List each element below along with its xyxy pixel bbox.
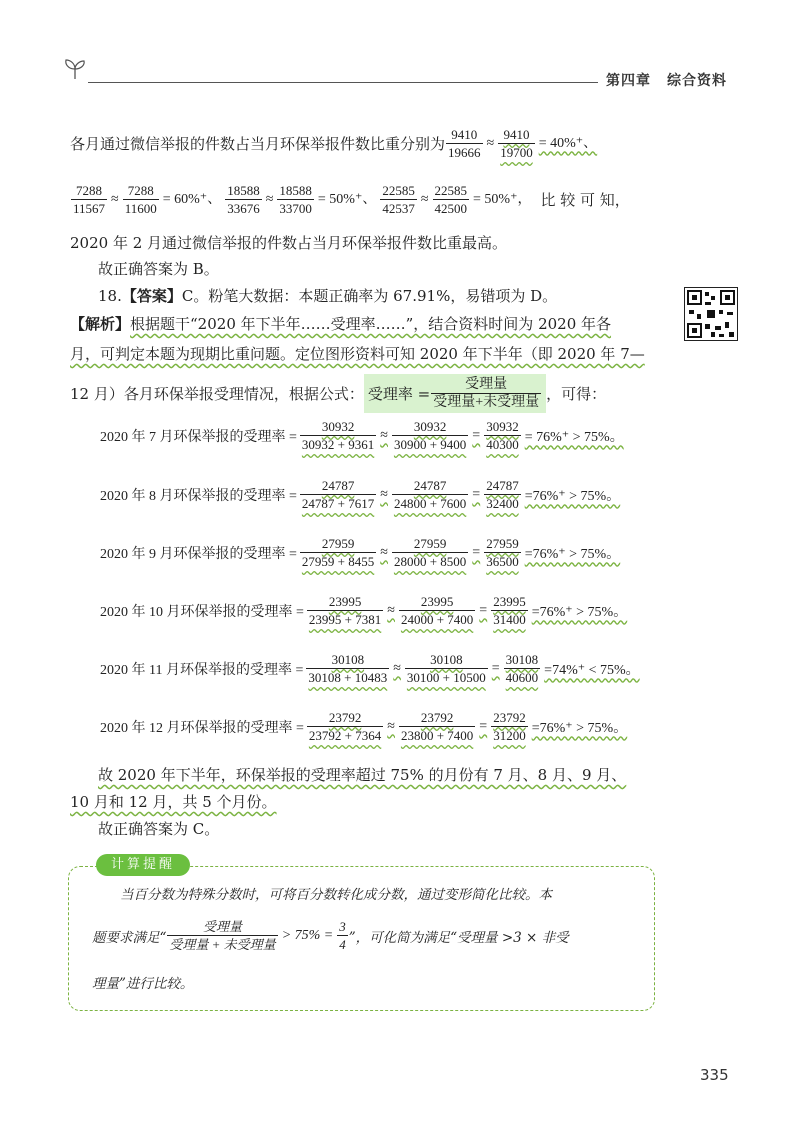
calc-label: 2020 年 11 月环保举报的受理率 =: [100, 662, 304, 678]
header-rule: [88, 82, 598, 83]
fraction: $\frac{30108}{30100 + 10500}$: [406, 652, 486, 685]
formula-lhs: 受理率 =: [367, 384, 431, 403]
answer-text: C。粉笔大数据：本题正确率为 67.91%，易错项为 D。: [181, 287, 558, 305]
fraction: $\frac{18588}{33676}$: [227, 183, 260, 216]
approx-symbol: ≈: [486, 135, 495, 151]
result-text: = 40%⁺、: [538, 135, 598, 151]
fraction: $\frac{30108}{30108 + 10483}$: [308, 652, 388, 685]
calc-row: 2020 年 12 月环保举报的受理率 = $\frac{23792}{23792 + 7364}$ ≈ $\frac{23792}{23800 + 7400}$ = $\frac{23792}{31200}$ =76%⁺ > 75%。: [100, 710, 628, 743]
analysis-text: ，可得：: [546, 384, 607, 403]
chapter-title: 综合资料: [667, 73, 727, 89]
calc-label: 2020 年 10 月环保举报的受理率 =: [100, 604, 304, 620]
fraction: $\frac{30932}{30932 + 9361}$: [301, 419, 375, 452]
result-text: = 50%⁺、: [317, 191, 377, 207]
tip-tag: 计算提醒: [96, 854, 190, 876]
fraction: $\frac{27959}{28000 + 8500}$: [393, 536, 467, 569]
calc-label: 2020 年 9 月环保举报的受理率 =: [100, 546, 297, 562]
calc-result: =76%⁺ > 75%。: [524, 488, 621, 504]
analysis-line-1: [70, 314, 611, 334]
intro-text: 各月通过微信举报的件数占当月环保举报件数比重分别为: [70, 134, 446, 153]
sprout-icon: [62, 58, 88, 80]
fraction: $\frac{7288}{11600}$: [124, 183, 157, 216]
fraction: $\frac{9410}{19666}$: [448, 127, 481, 160]
fraction: $\frac{24787}{24800 + 7600}$: [393, 478, 467, 511]
calc-result: =74%⁺ < 75%。: [544, 662, 640, 678]
fraction: $\frac{30108}{40600}$: [505, 652, 539, 685]
fraction: $\frac{23995}{31400}$: [493, 594, 526, 627]
calc-label: 2020 年 12 月环保举报的受理率 =: [100, 720, 304, 736]
fraction: $\frac{27959}{27959 + 8455}$: [301, 536, 375, 569]
tip-line-1: 当百分数为特殊分数时，可将百分数转化成分数，通过变形简化比较。本: [120, 887, 552, 903]
analysis-line-2: 月，可判定本题为现期比重问题。定位图形资料可知 2020 年下半年（即 2020 年 7—: [70, 345, 645, 363]
fraction: $\frac{7288}{11567}$: [73, 183, 106, 216]
fraction: $\frac{22585}{42500}$: [434, 183, 468, 216]
fraction: $\frac{30932}{40300}$: [486, 419, 519, 452]
tip-fraction: $\frac{\text{受理量}}{\text{受理量 + 未受理量}}$: [169, 919, 276, 952]
fraction: $\frac{23995}{23995 + 7381}$: [308, 594, 382, 627]
calc-result: =76%⁺ > 75%。: [531, 720, 628, 736]
calc-row: 2020 年 10 月环保举报的受理率 = $\frac{23995}{23995 + 7381}$ ≈ $\frac{23995}{24000 + 7400}$ = $\frac{23995}{31400}$ =76%⁺ > 75%。: [100, 594, 628, 627]
tip-fraction-quarter: $\frac{3}{4}$: [339, 919, 346, 952]
calc-row: 2020 年 8 月环保举报的受理率 = $\frac{24787}{24787 + 7617}$ ≈ $\frac{24787}{24800 + 7600}$ = $\frac{24787}{32400}$ =76%⁺ > 75%。: [100, 478, 621, 511]
analysis-tag: 【解析】: [70, 315, 131, 333]
ratio-line-1: [70, 126, 600, 161]
fraction: $\frac{9410}{19700}$: [500, 127, 533, 160]
analysis-text: 12 月）各月环保举报受理情况，根据公式：: [70, 384, 364, 403]
answer-tag: 【答案】: [121, 287, 182, 305]
fraction: $\frac{30932}{30900 + 9400}$: [393, 419, 467, 452]
calc-row: 2020 年 9 月环保举报的受理率 = $\frac{27959}{27959 + 8455}$ ≈ $\frac{27959}{28000 + 8500}$ = $\frac{27959}{36500}$ =76%⁺ > 75%。: [100, 536, 621, 569]
calc-label: 2020 年 7 月环保举报的受理率 =: [100, 429, 297, 445]
tip-line-3: 理量”进行比较。: [92, 976, 194, 992]
answer-q18-final: 故正确答案为 C。: [98, 820, 220, 838]
calc-label: 2020 年 8 月环保举报的受理率 =: [100, 488, 297, 504]
formula-fraction: $\frac{\text{受理量}}{\text{受理量+未受理量}}$: [433, 377, 540, 410]
fraction: $\frac{22585}{42537}$: [382, 183, 415, 216]
fraction: $\frac{23792}{31200}$: [493, 710, 526, 743]
calc-result: = 76%⁺ > 75%。: [524, 429, 624, 445]
calc-row: 2020 年 7 月环保举报的受理率 = $\frac{30932}{30932 + 9361}$ ≈ $\frac{30932}{30900 + 9400}$ = $\frac{30932}{40300}$ = 76%⁺ > 75%。: [100, 419, 624, 452]
page-number: 335: [700, 1066, 729, 1084]
fraction: $\frac{24787}{24787 + 7617}$: [301, 478, 375, 511]
conclusion-line-2: 10 月和 12 月，共 5 个月份。: [70, 793, 277, 811]
calc-result: =76%⁺ > 75%。: [531, 604, 628, 620]
calc-result: =76%⁺ > 75%。: [524, 546, 621, 562]
chapter-heading: [606, 70, 727, 90]
qr-code[interactable]: [684, 287, 738, 341]
analysis-line-3: [70, 374, 606, 413]
analysis-text: 根据题干“2020 年下半年……受理率……”，结合资料时间为 2020 年各: [130, 315, 612, 333]
tip-line-2: 题要求满足“ $\frac{\text{受理量}}{\text{受理量 + 未受理量}}$ > 75% = $\frac{3}{4}$ ”，可化简为满足“受理量 >3 × 非受: [92, 919, 569, 952]
result-text: = 60%⁺、: [162, 191, 222, 207]
formula-highlight: [364, 374, 546, 413]
result-text: = 50%⁺，: [473, 191, 532, 207]
fraction: $\frac{23792}{23800 + 7400}$: [400, 710, 474, 743]
ratio-line-2: $\frac{7288}{11567}$ ≈ $\frac{7288}{11600}$ = 60%⁺、 $\frac{18588}{33676}$ ≈ $\frac{18588}{33700}$ = 50%⁺、 $\frac{22585}{42537}$ ≈ $\frac{22585}{42500}$ = 50%⁺， 比 较 可 知，: [73, 183, 630, 216]
fraction: $\frac{27959}{36500}$: [486, 536, 519, 569]
qr-code-icon: [685, 288, 737, 340]
conclusion-q17: 2020 年 2 月通过微信举报的件数占当月环保举报件数比重最高。: [70, 234, 508, 252]
compare-text: 比 较 可 知，: [540, 190, 630, 209]
answer-q18: 18.【答案】C。粉笔大数据：本题正确率为 67.91%，易错项为 D。: [98, 287, 558, 305]
chapter-number: 第四章: [606, 73, 651, 89]
answer-q17: 故正确答案为 B。: [98, 260, 219, 278]
fraction: $\frac{23995}{24000 + 7400}$: [400, 594, 474, 627]
calc-row: 2020 年 11 月环保举报的受理率 = $\frac{30108}{30108 + 10483}$ ≈ $\frac{30108}{30100 + 10500}$ = $\frac{30108}{40600}$ =74%⁺ < 75%。: [100, 652, 640, 685]
fraction: $\frac{24787}{32400}$: [486, 478, 519, 511]
fraction: $\frac{23792}{23792 + 7364}$: [308, 710, 382, 743]
fraction: $\frac{18588}{33700}$: [279, 183, 312, 216]
conclusion-line-1: 故 2020 年下半年，环保举报的受理率超过 75% 的月份有 7 月、8 月、9 月、: [98, 766, 627, 784]
